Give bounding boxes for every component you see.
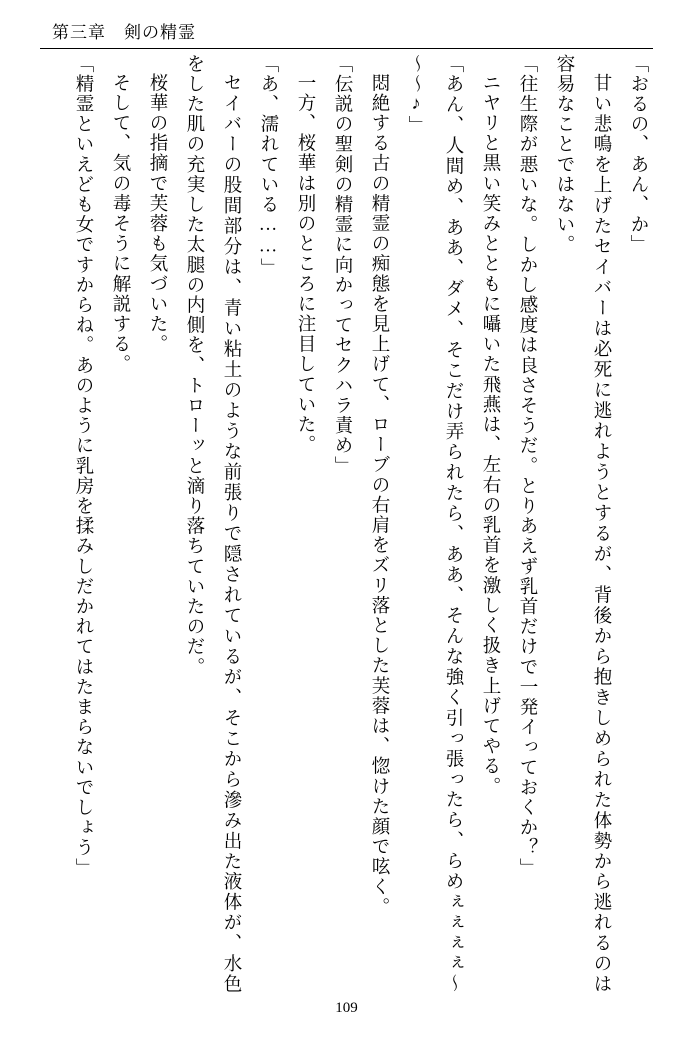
paragraph: 「往生際が悪いな。しかし感度は良さそうだ。とりあえず乳首だけで一発イっておくか？」 [517, 54, 537, 879]
paragraph: 「あん、人間め、ああ、ダメ、そこだけ弄られたら、ああ、そんな強く引っ張ったら、らめぇぇぇぇ～～～♪」 [406, 54, 463, 994]
paragraph: ニヤリと黒い笑みとともに囁いた飛燕は、左右の乳首を激しく扱き上げてやる。 [480, 72, 500, 797]
paragraph: 「あ、濡れている……」 [258, 54, 278, 279]
header-divider [40, 48, 653, 49]
paragraph: そして、気の毒そうに解説する。 [110, 72, 130, 374]
chapter-number: 第三章 [52, 23, 106, 42]
paragraph: 悶絶する古の精霊の痴態を見上げて、ローブの右肩をズリ落とした芙蓉は、惚けた顔で呟く。 [369, 72, 389, 917]
body-text-vertical [36, 54, 656, 994]
paragraph: 「伝説の聖剣の精霊に向かってセクハラ責め」 [332, 54, 352, 477]
paragraph: 「精霊といえども女ですからね。あのように乳房を揉みしだかれてはたまらないでしょう」 [73, 54, 93, 879]
paragraph: 一方、桜華は別のところに注目していた。 [295, 72, 315, 455]
page-number: 109 [335, 1000, 358, 1016]
chapter-heading [52, 18, 196, 43]
paragraph: 「おるの、あん、か」 [628, 54, 648, 255]
paragraph: セイバーの股間部分は、青い粘土のような前張りで隠されているが、そこから滲み出た液体が、水色をした肌の充実した太腿の内側を、トローッと滴り落ちていたのだ。 [184, 54, 241, 994]
paragraph: 甘い悲鳴を上げたセイバーは必死に逃れようとするが、背後から抱きしめられた体勢から逃れるのは容易なことではない。 [554, 54, 611, 994]
paragraph: 桜華の指摘で芙蓉も気づいた。 [147, 72, 167, 354]
page-header [0, 18, 693, 52]
chapter-title: 剣の精霊 [124, 23, 196, 42]
